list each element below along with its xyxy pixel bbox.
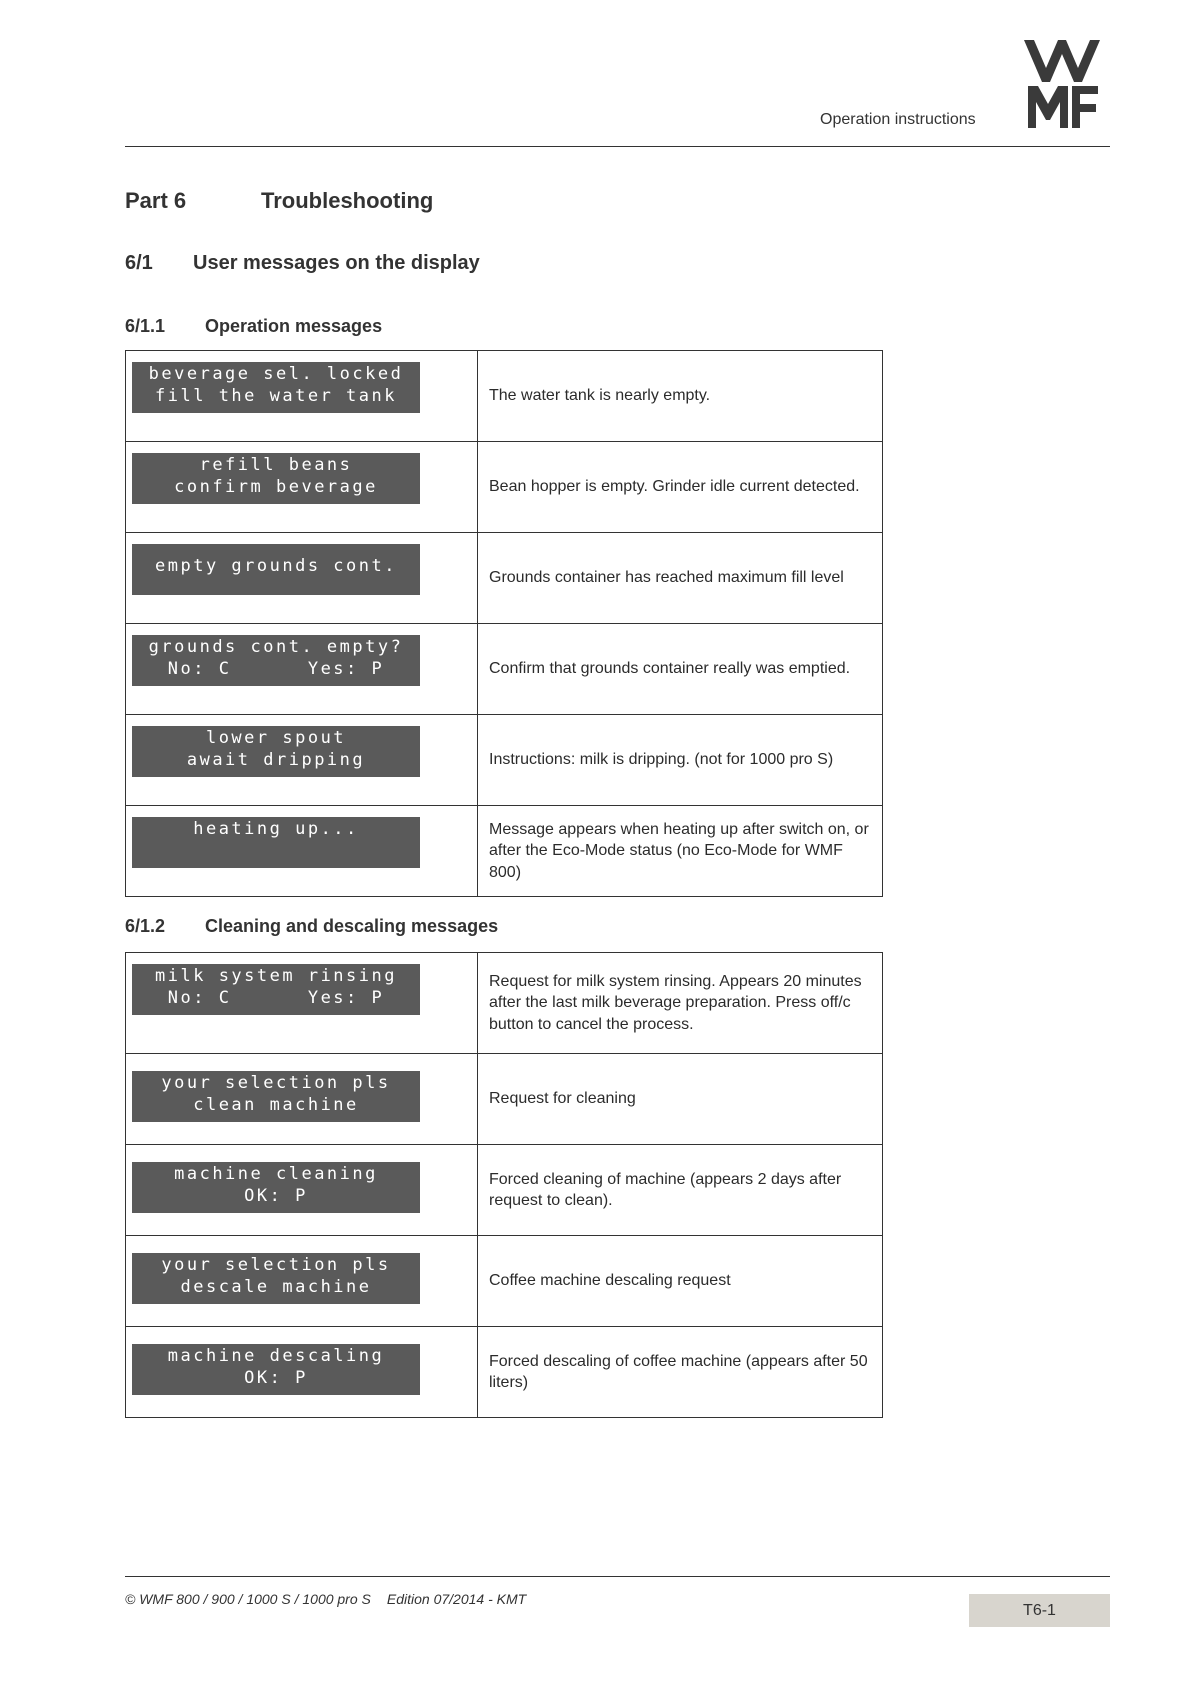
table-row — [126, 533, 883, 624]
display-cell — [126, 533, 478, 624]
table-row — [126, 1054, 883, 1145]
lcd-display: refill beans confirm beverage — [132, 453, 420, 504]
subsection-title: Operation messages — [205, 316, 383, 336]
table-row — [126, 806, 883, 897]
lcd-display: heating up... — [132, 817, 420, 868]
description-cell: Message appears when heating up after switch on, or after the Eco-Mode status (no Eco-Mode for WMF 800) — [478, 806, 883, 897]
page-number: T6-1 — [969, 1594, 1110, 1627]
description-cell: Request for cleaning — [478, 1054, 883, 1145]
subsection-number: 6/1.2 — [125, 916, 166, 936]
display-cell — [126, 1327, 478, 1418]
lcd-display: machine cleaning OK: P — [132, 1162, 420, 1213]
section-title — [125, 252, 480, 275]
display-cell — [126, 806, 478, 897]
footer-text — [125, 1591, 542, 1607]
display-cell — [126, 1054, 478, 1145]
subsection-number: 6/1.1 — [125, 316, 166, 336]
description-cell: Bean hopper is empty. Grinder idle current detected. — [478, 442, 883, 533]
description-cell: Instructions: milk is dripping. (not for 1000 pro S) — [478, 715, 883, 806]
description-cell: Grounds container has reached maximum fill level — [478, 533, 883, 624]
part-title — [125, 188, 433, 214]
part-number: Part 6 — [125, 188, 187, 213]
description-cell: Confirm that grounds container really was emptied. — [478, 624, 883, 715]
table-row — [126, 442, 883, 533]
header-divider — [125, 146, 1110, 147]
table-row — [126, 351, 883, 442]
description-cell: The water tank is nearly empty. — [478, 351, 883, 442]
footer-edition: Edition 07/2014 - KMT — [386, 1591, 527, 1607]
lcd-display: lower spout await dripping — [132, 726, 420, 777]
lcd-display: grounds cont. empty? No: C Yes: P — [132, 635, 420, 686]
cleaning-messages-table — [125, 952, 883, 1418]
lcd-display: your selection pls descale machine — [132, 1253, 420, 1304]
description-cell: Forced descaling of coffee machine (appears after 50 liters) — [478, 1327, 883, 1418]
footer-copyright: © WMF 800 / 900 / 1000 S / 1000 pro S — [125, 1591, 371, 1607]
display-cell — [126, 1236, 478, 1327]
part-title-text: Troubleshooting — [261, 188, 434, 213]
section-title-text: User messages on the display — [193, 252, 480, 274]
display-cell — [126, 442, 478, 533]
display-cell — [126, 715, 478, 806]
subsection-title: Cleaning and descaling messages — [205, 916, 499, 936]
description-cell: Coffee machine descaling request — [478, 1236, 883, 1327]
wmf-logo — [1024, 40, 1100, 128]
display-cell — [126, 1145, 478, 1236]
display-cell — [126, 351, 478, 442]
table-row — [126, 715, 883, 806]
operation-messages-heading — [125, 316, 382, 337]
table-row — [126, 1327, 883, 1418]
lcd-display: your selection pls clean machine — [132, 1071, 420, 1122]
cleaning-messages-heading — [125, 916, 498, 937]
header-section-label: Operation instructions — [820, 111, 976, 128]
display-cell — [126, 624, 478, 715]
operation-messages-table — [125, 350, 883, 897]
table-row — [126, 953, 883, 1054]
table-row — [126, 1236, 883, 1327]
table-row — [126, 624, 883, 715]
lcd-display: empty grounds cont. — [132, 544, 420, 595]
display-cell — [126, 953, 478, 1054]
description-cell: Forced cleaning of machine (appears 2 days after request to clean). — [478, 1145, 883, 1236]
lcd-display: beverage sel. locked fill the water tank — [132, 362, 420, 413]
lcd-display: machine descaling OK: P — [132, 1344, 420, 1395]
description-cell: Request for milk system rinsing. Appears 20 minutes after the last milk beverage preparation. Press off/c button to cancel the process. — [478, 953, 883, 1054]
footer-divider — [125, 1576, 1110, 1577]
lcd-display: milk system rinsing No: C Yes: P — [132, 964, 420, 1015]
section-number: 6/1 — [125, 252, 153, 274]
table-row — [126, 1145, 883, 1236]
